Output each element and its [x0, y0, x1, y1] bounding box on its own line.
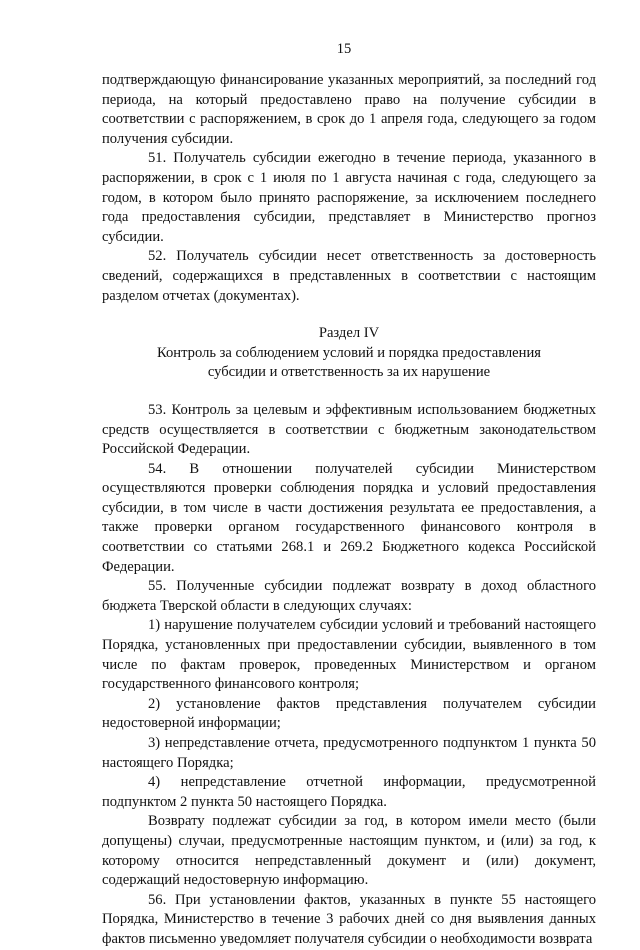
- paragraph-55-item-4: 4) непредставление отчетной информации, предусмотренной подпунктом 2 пункта 50 настоящего Порядка.: [102, 774, 596, 810]
- section-title-line-1: Контроль за соблюдением условий и порядка предоставления: [157, 344, 541, 361]
- section-number: Раздел IV: [318, 325, 380, 342]
- page-number: 15: [336, 41, 352, 57]
- paragraph-56: 56. При установлении фактов, указанных в пункте 55 настоящего Порядка, Министерство в течение 3 рабочих дней со дня выявления данных фактов письменно уведомляет получателя субсидии о необходимости возврата: [102, 891, 596, 947]
- paragraph-55-item-2: 2) установление фактов представления получателем субсидии недостоверной информации;: [102, 695, 596, 732]
- section-title-line-2: субсидии и ответственность за их нарушение: [207, 364, 491, 381]
- section-heading: [102, 324, 596, 383]
- paragraph-55-item-1: 1) нарушение получателем субсидии условий и требований настоящего Порядка, установленных при предоставлении субсидии, выявленного в том числе по фактам проверок, проведенных Министерством и органом государственного финансового контроля;: [102, 617, 596, 693]
- paragraph-54: 54. В отношении получателей субсидии Министерством осуществляются проверки соблюдения порядка и условий предоставления субсидии, в том числе в части достижения результата ее предоставления, а также проверки органом государственного финансового контроля в соответствии со статьями 268.1 и 269.2 Бюджетного кодекса Российской Федерации.: [102, 460, 596, 575]
- paragraph-53: 53. Контроль за целевым и эффективным использованием бюджетных средств осуществляется в соответствии с бюджетным законодательством Российской Федерации.: [102, 401, 596, 458]
- paragraph-51: 51. Получатель субсидии ежегодно в течение периода, указанного в распоряжении, в срок с 1 июля по 1 августа начиная с года, следующего за годом, в котором было принято распоряжение, за исключением последнего года предоставления субсидии, представляет в Министерство прогноз субсидии.: [102, 150, 596, 245]
- paragraph-55-item-3: 3) непредставление отчета, предусмотренного подпунктом 1 пункта 50 настоящего Порядка;: [102, 735, 596, 771]
- paragraph-continuation: подтверждающую финансирование указанных мероприятий, за последний год периода, на который предоставлено право на получение субсидии в соответствии с распоряжением, в срок до 1 апреля года, следующего за годом получения субсидии.: [102, 72, 596, 147]
- paragraph-55-refund: Возврату подлежат субсидии за год, в котором имели место (были допущены) случаи, предусмотренные настоящим пунктом, и (или) за год, к которому относится непредставленный документ и (или) документ, содержащий недостоверную информацию.: [102, 813, 596, 889]
- paragraph-55: 55. Полученные субсидии подлежат возврату в доход областного бюджета Тверской области в следующих случаях:: [102, 578, 596, 614]
- paragraph-52: 52. Получатель субсидии несет ответственность за достоверность сведений, содержащихся в представленных в соответствии с настоящим разделом отчетах (документах).: [102, 248, 596, 304]
